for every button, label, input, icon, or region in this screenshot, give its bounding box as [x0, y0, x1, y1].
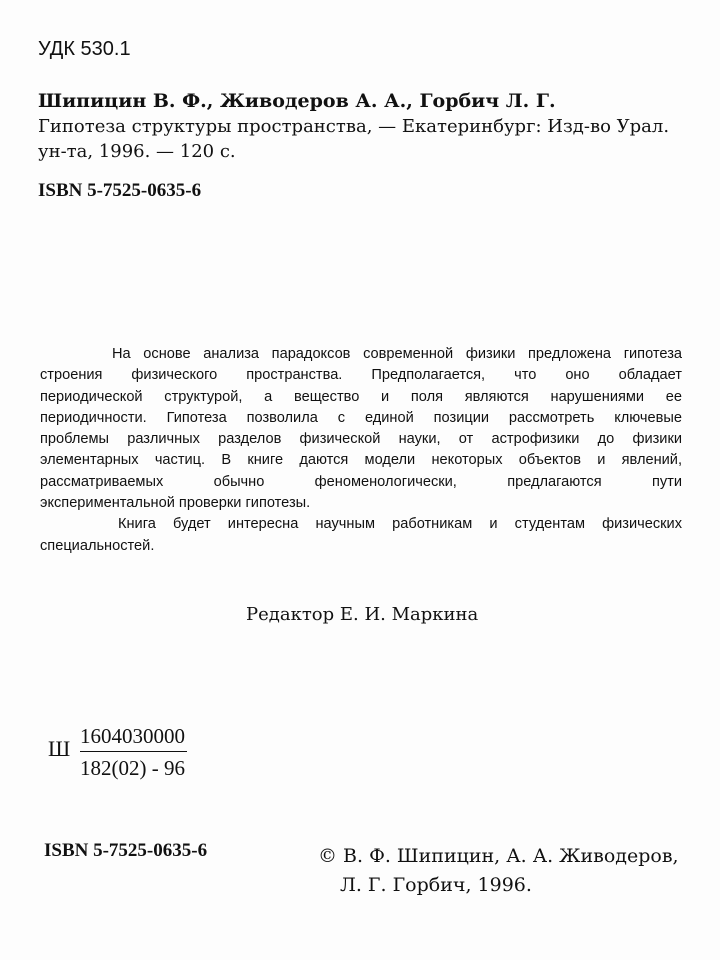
abstract-line: элементарных частиц. В книге даются модели некоторых объектов и явлений,	[40, 452, 682, 469]
abstract-line: периодической структурой, а вещество и поля являются нарушениями ее	[40, 388, 682, 405]
classification-denominator: 182(02) - 96	[80, 756, 185, 780]
abstract-line: рассматриваемых обычно феноменологически, предлагаются пути	[40, 473, 682, 490]
abstract-line: периодичности. Гипотеза позволила с единой позиции рассмотреть ключевые	[40, 409, 682, 426]
abstract-line: строения физического пространства. Предполагается, что оно обладает	[40, 367, 682, 384]
bibliographic-line: ун-та, 1996. — 120 с.	[38, 141, 236, 162]
abstract-line: Книга будет интересна научным работникам и студентам физических	[118, 516, 682, 533]
classification-letter: Ш	[48, 736, 71, 761]
isbn-bottom: ISBN 5-7525-0635-6	[44, 840, 208, 861]
abstract-line: На основе анализа парадоксов современной физики предложена гипотеза	[112, 346, 682, 362]
authors: Шипицин В. Ф., Живодеров А. А., Горбич Л. Г.	[38, 90, 556, 112]
abstract-line: специальностей.	[40, 537, 155, 554]
isbn-top: ISBN 5-7525-0635-6	[38, 180, 202, 201]
classification-fraction	[80, 724, 187, 781]
copyright-line: Л. Г. Горбич, 1996.	[340, 874, 532, 896]
classification-numerator: 1604030000	[80, 724, 187, 752]
copyright	[318, 842, 679, 900]
udk-code: УДК 530.1	[38, 38, 131, 60]
bibliographic-line: Гипотеза структуры пространства, — Екатеринбург: Изд-во Урал.	[38, 116, 670, 137]
editor: Редактор Е. И. Маркина	[246, 604, 479, 625]
copyright-line: © В. Ф. Шипицин, А. А. Живодеров,	[318, 845, 679, 867]
abstract	[40, 344, 682, 557]
abstract-line: проблемы различных разделов физической науки, от астрофизики до физики	[40, 431, 682, 448]
abstract-line: экспериментальной проверки гипотезы.	[40, 495, 311, 512]
